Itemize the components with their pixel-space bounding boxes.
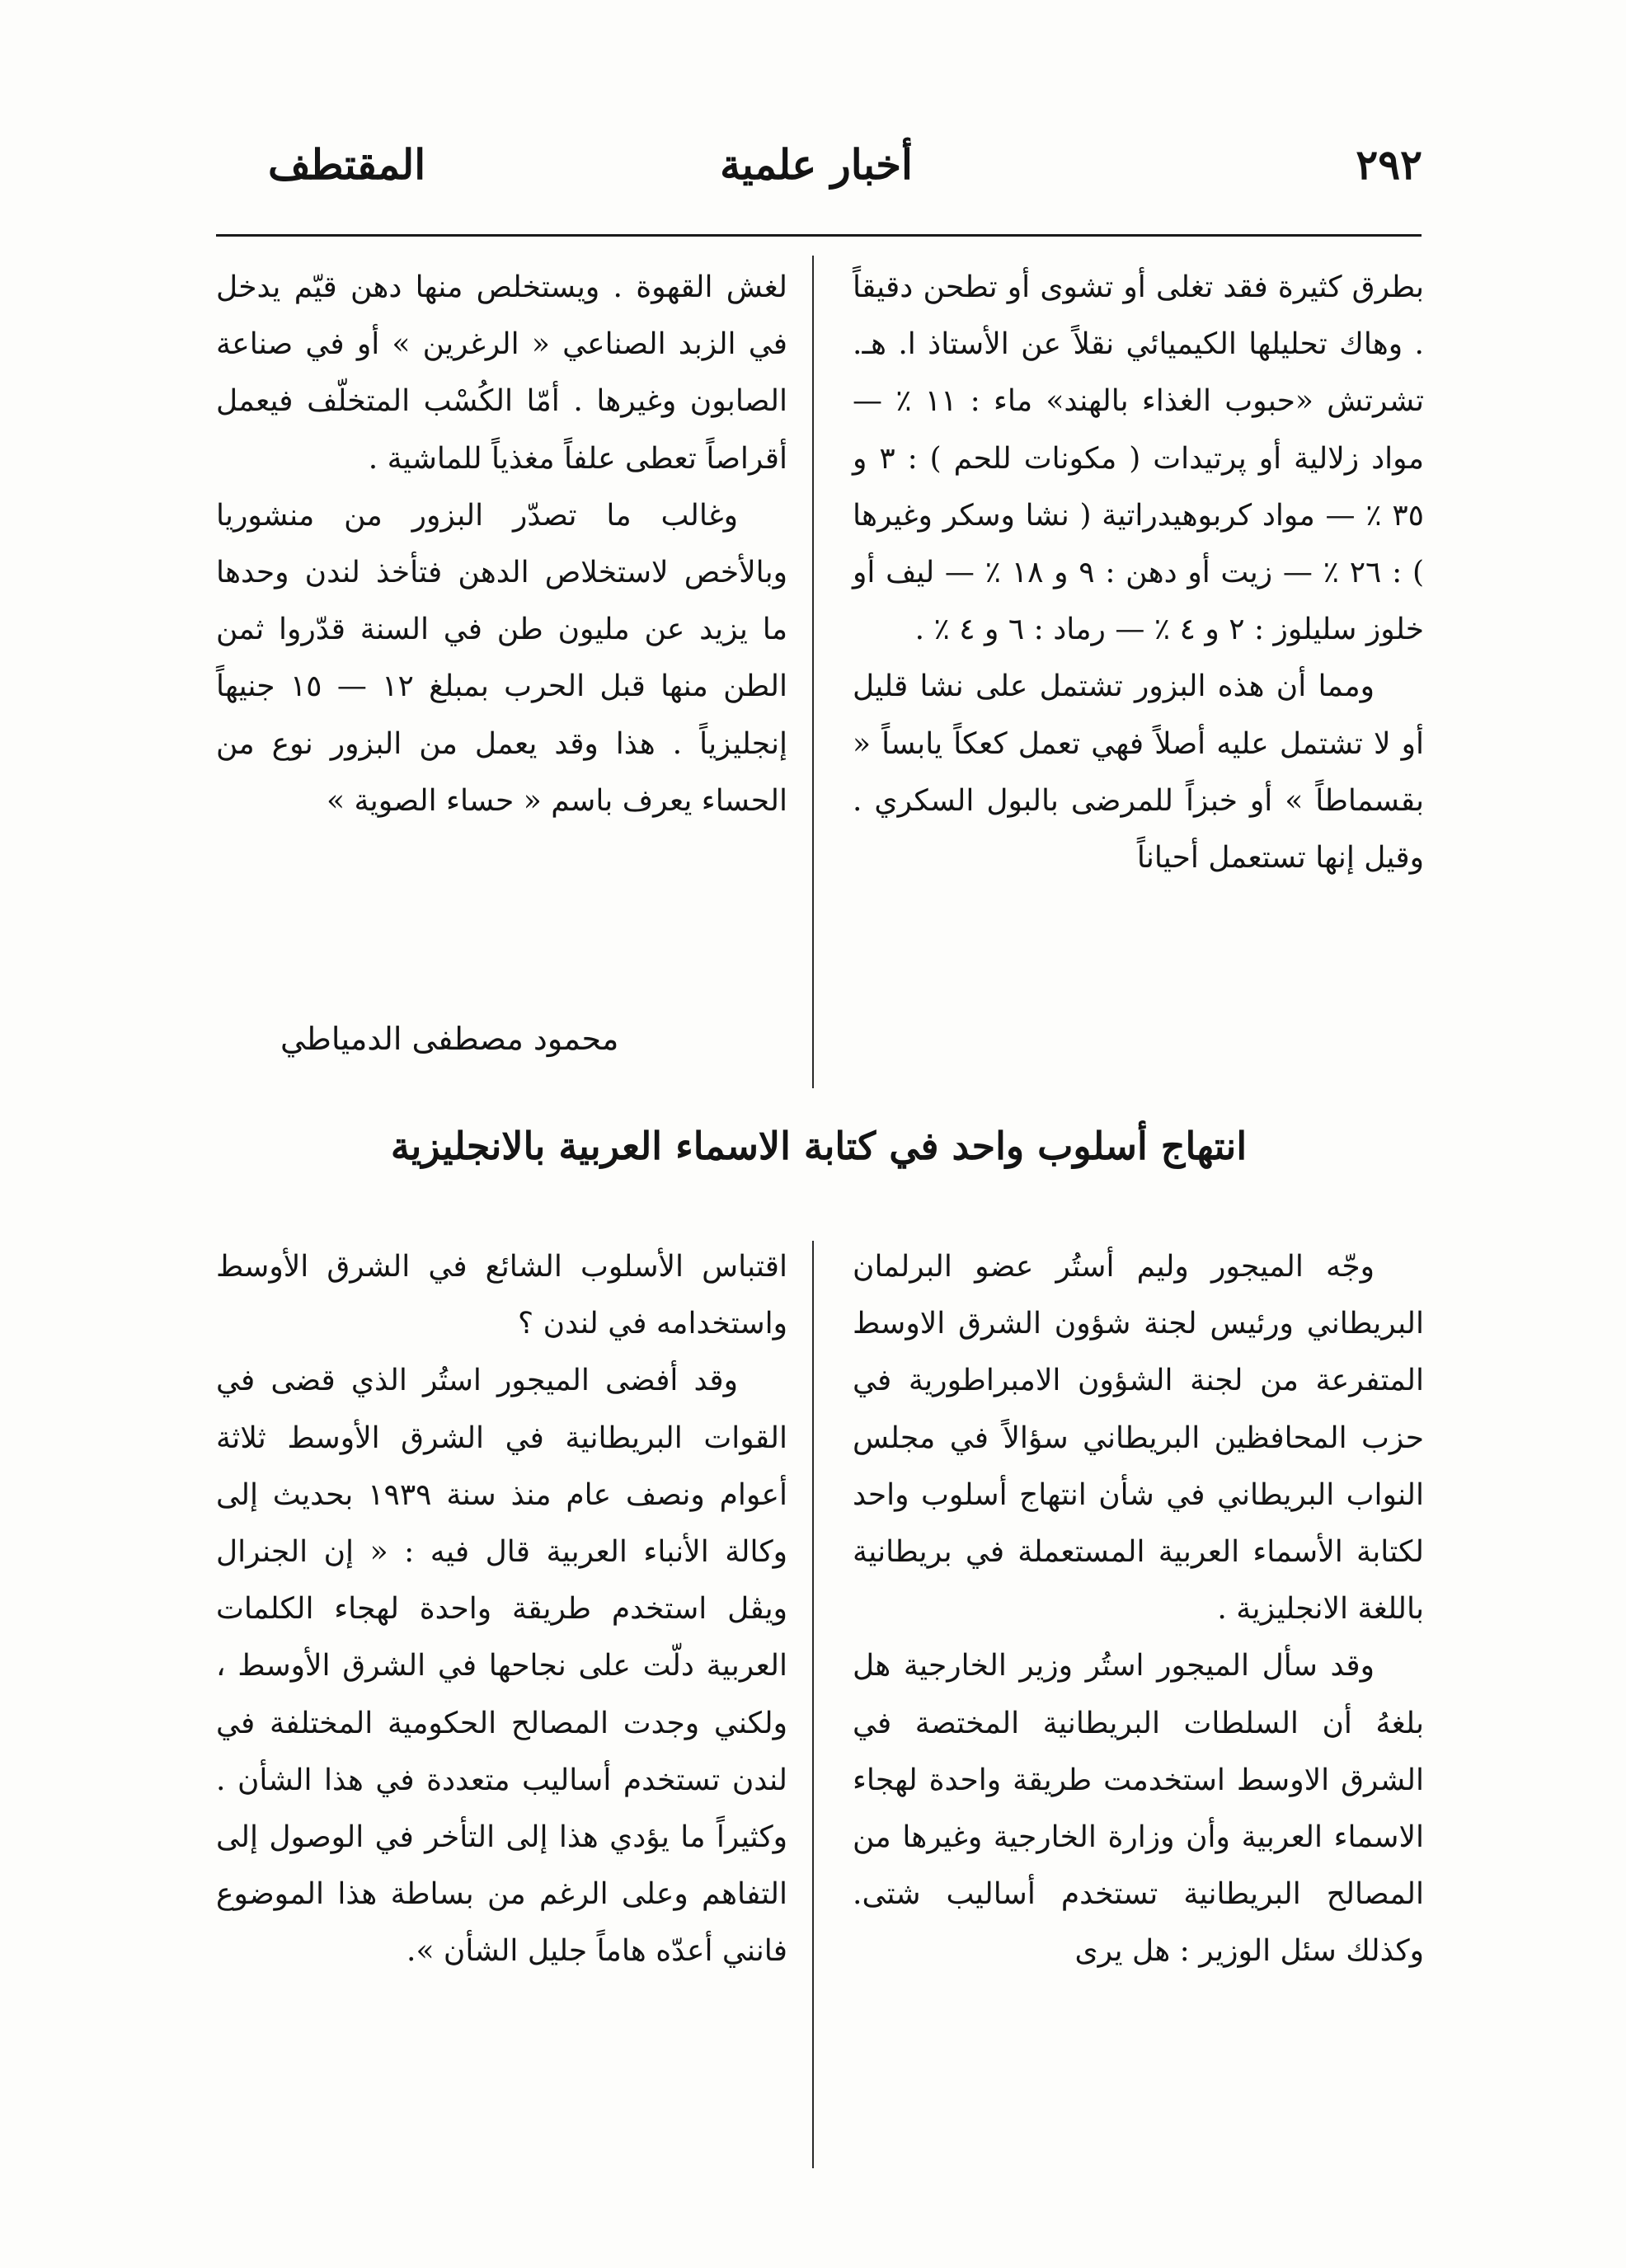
article-title: انتهاج أسلوب واحد في كتابة الاسماء العربية بالانجليزية	[390, 1124, 1248, 1168]
paragraph: وقد سأل الميجور استُر وزير الخارجية هل بلغهُ أن السلطات البريطانية المختصة في الشرق الاوسط استخدمت طريقة واحدة لهجاء الاسماء العربية وأن وزارة الخارجية وغيرها من المصالح البريطانية تستخدم أساليب شتى. وكذلك سئل الوزير : هل يرى	[853, 1649, 1424, 1969]
lower-left-column	[216, 1238, 787, 1980]
paragraph: وغالب ما تصدّر البزور من منشوريا وبالأخص لاستخلاص الدهن فتأخذ لندن وحدها ما يزيد عن مليون طن في السنة قدّروا ثمن الطن منها قبل الحرب بمبلغ ١٢ — ١٥ جنيهاً إنجليزياً . هذا وقد يعمل من البزور نوع من الحساء يعرف باسم « حساء الصوية »	[216, 498, 787, 818]
paragraph: اقتباس الأسلوب الشائع في الشرق الأوسط واستخدامه في لندن ؟	[216, 1250, 787, 1341]
paragraph: وقد أفضى الميجور استُر الذي قضى في القوات البريطانية في الشرق الأوسط ثلاثة أعوام ونصف عام منذ سنة ١٩٣٩ بحديث إلى وكالة الأنباء العربية قال فيه : « إن الجنرال ويڤل استخدم طريقة واحدة لهجاء الكلمات العربية دلّت على نجاحها في الشرق الأوسط ، ولكني وجدت المصالح الحكومية المختلفة في لندن تستخدم أساليب متعددة في هذا الشأن . وكثيراً ما يؤدي هذا إلى التأخر في الوصول إلى التفاهم وعلى الرغم من بساطة هذا الموضوع فانني أعدّه هاماً جليل الشأن ».	[216, 1364, 787, 1969]
author-signature: محمود مصطفى الدمياطي	[280, 1021, 619, 1057]
column-divider	[812, 256, 814, 1088]
journal-name: المقتطف	[268, 140, 426, 189]
paragraph: وجّه الميجور وليم أستُر عضو البرلمان البريطاني ورئيس لجنة شؤون الشرق الاوسط المتفرعة من لجنة الشؤون الامبراطورية في حزب المحافظين البريطاني سؤالاً في مجلس النواب البريطاني في شأن انتهاج أسلوب واحد لكتابة الأسماء العربية المستعملة في بريطانية باللغة الانجليزية .	[853, 1250, 1424, 1627]
paragraph: لغش القهوة . ويستخلص منها دهن قيّم يدخل في الزبد الصناعي « الرغرين » أو في صناعة الصابون وغيرها . أمّا الكُسْب المتخلّف فيعمل أقراصاً تعطى علفاً مغذياً للماشية .	[216, 270, 787, 476]
column-divider	[812, 1241, 814, 2168]
paragraph: بطرق كثيرة فقد تغلى أو تشوى أو تطحن دقيقاً . وهاك تحليلها الكيميائي نقلاً عن الأستاذ ا. هـ. تشرتش «حبوب الغذاء بالهند» ماء : ١١ ٪ — مواد زلالية أو پرتيدات ( مكونات للحم ) : ٣ و ٣٥ ٪ — مواد كربوهيدراتية ( نشا وسكر وغيرها ) : ٢٦ ٪ — زيت أو دهن : ٩ و ١٨ ٪ — ليف أو خلوز سليلوز : ٢ و ٤ ٪ — رماد : ٦ و ٤ ٪ .	[853, 270, 1425, 647]
lower-right-column	[853, 1238, 1424, 1980]
page-number: ٢٩٢	[1356, 140, 1422, 189]
upper-right-column	[853, 259, 1424, 886]
paragraph: ومما أن هذه البزور تشتمل على نشا قليل أو لا تشتمل عليه أصلاً فهي تعمل كعكاً يابساً « بقسماطاً » أو خبزاً للمرضى بالبول السكري . وقيل إنها تستعمل أحياناً	[853, 669, 1424, 876]
page-header	[210, 140, 1422, 214]
section-title: أخبار علمية	[720, 140, 913, 189]
upper-left-column	[216, 259, 787, 829]
header-rule	[216, 234, 1422, 237]
